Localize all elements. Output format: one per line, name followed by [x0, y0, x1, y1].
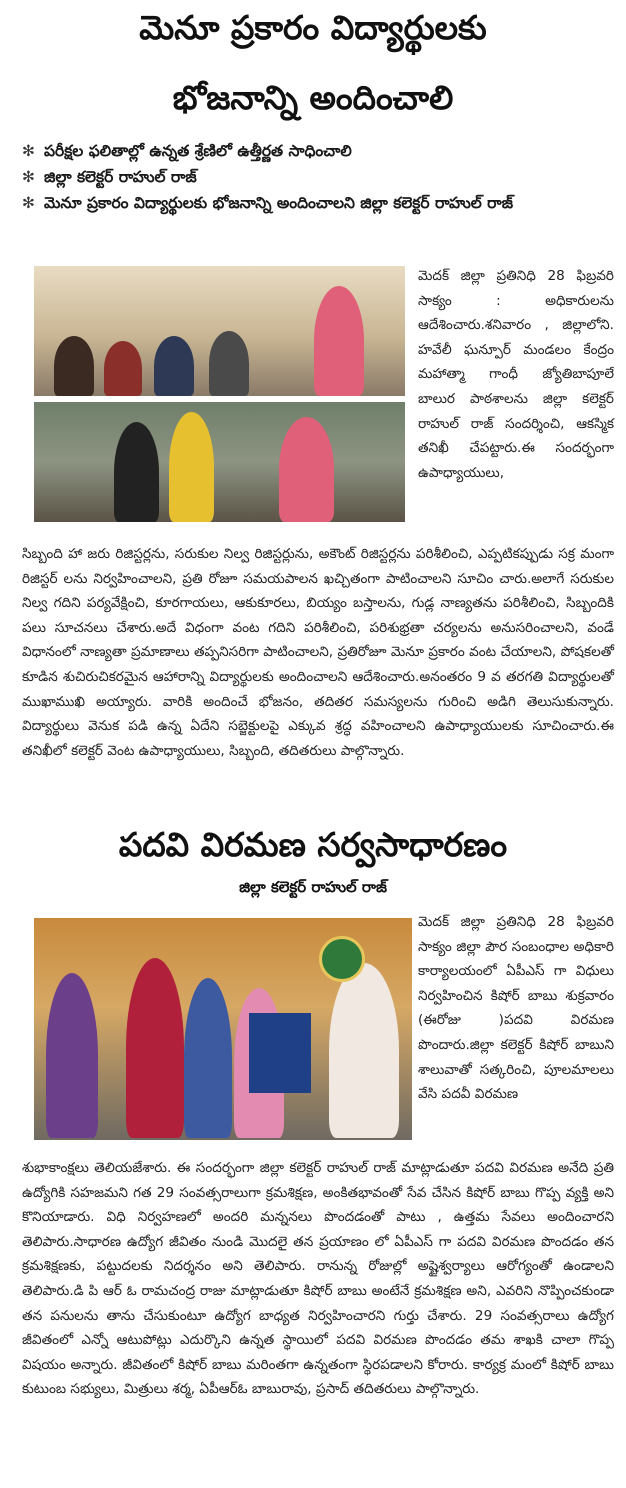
retirement-felicitation-photo	[34, 918, 412, 1140]
article1-body-side: మెదక్ జిల్లా ప్రతినిధి 28 ఫిబ్రవరి సాక్యం : అధికారులను ఆదేశించారు.శనివారం , జిల్లాలోని. హవేలీ ఘన్పూర్ మండలం కేంద్రం మహాత్మా గాంధీ జ్యోతిబాపూలే బాలుర పాఠశాలను జిల్లా కలెక్టర్ రాహుల్ రాజ్ సందర్శించి, ఆకస్మిక తనిఖీ చేపట్టారు.ఈ సందర్భంగా ఉపాధ్యాయులు,	[418, 268, 614, 481]
article2-headline: పదవి విరమణ సర్వసాధారణం	[118, 825, 508, 864]
article1-bullet-list	[22, 138, 612, 216]
bullet-text: మెనూ ప్రకారం విద్యార్థులకు భోజనాన్ని అందించాలని జిల్లా కలెక్టర్ రాహుల్ రాజ్	[44, 194, 514, 212]
classroom-students-photo	[34, 266, 405, 396]
article1-headline-line2: భోజనాన్ని అందించాలి	[172, 78, 454, 117]
article2-subheadline: జిల్లా కలెక్టర్ రాహుల్ రాజ్	[239, 878, 387, 896]
bullet-item	[22, 164, 612, 190]
bullet-text: జిల్లా కలెక్టర్ రాహుల్ రాజ్	[44, 168, 197, 186]
asterisk-icon: ✻	[22, 168, 35, 186]
asterisk-icon: ✻	[22, 194, 35, 212]
bullet-text: పరీక్షల ఫలితాల్లో ఉన్నత శ్రేణిలో ఉత్తీర్ణత సాధించాలి	[44, 142, 352, 160]
article2-body-side: మెదక్ జిల్లా ప్రతినిధి 28 ఫిబ్రవరి సాక్యం జిల్లా పౌర సంబంధాల అధికారి కార్యాలయంలో ఏపీఎస్ గా విధులు నిర్వహించిన కిషోర్ బాబు శుక్రవారం (ఈరోజు )పదవి విరమణ పొందారు.జిల్లా కలెక్టర్ కిషోర్ బాబుని శాలువాతో సత్కరించి, పూలమాలలు వేసి పదవీ విరమణ	[418, 914, 614, 1103]
article1-body: సిబ్బంది హా జరు రిజిస్టర్లను, సరుకుల నిల్వ రిజిస్టర్లును, అకౌంట్ రిజిస్టర్లను పరిశీలించి, ఎప్పటికప్పుడు సక్ర మంగా రిజిస్టర్ లను నిర్వహించాలని, ప్రతి రోజూ సమయపాలన ఖచ్చితంగా పాటించాలని సూచిం చారు.అలాగే సరుకుల నిల్వ గదిని పర్యవేక్షించి, కూరగాయలు, ఆకుకూరలు, బియ్యం బస్తాలను, గుడ్ల నాణ్యతను పరిశీలించి, సిబ్బందికి పలు సూచనలు చేశారు.అదే విధంగా వంట గదిని పరిశీలించి, పరిశుభ్రతా చర్యలను అనుసరించాలని, వండే విధానంలో నాణ్యతా ప్రమాణాలు తప్పనిసరిగా పాటించాలని, ప్రతిరోజూ మెనూ ప్రకారం వంట చేయాలని, పోషకలతో కూడిన శుచిరుచికరమైన ఆహారాన్ని విద్యార్థులకు అందించాలని ఆదేశించారు.అనంతరం 9 వ తరగతి విద్యార్థులతో ముఖాముఖి అయ్యారు. వారికి అందించే భోజనం, తదితర సమస్యలను గురించి అడిగి తెలుసుకున్నారు. విద్యార్థులు వెనుక పడి ఉన్న ఏదేని సబ్జెక్టులపై ఎక్కువ శ్రద్ధ వహించాలని ఉపాధ్యాయులకు సూచించారు.ఈ తనిఖీలో కలెక్టర్ వెంట ఉపాధ్యాయులు, సిబ్బంది, తదితరులు పాల్గొన్నారు.	[22, 546, 614, 759]
article1-headline-line1: మెనూ ప్రకారం విద్యార్థులకు	[139, 8, 487, 47]
kitchen-inspection-photo	[34, 402, 405, 522]
article2-body: శుభాకాంక్షలు తెలియజేశారు. ఈ సందర్భంగా జిల్లా కలెక్టర్ రాహుల్ రాజ్ మాట్లాడుతూ పదవి విరమణ అనేది ప్రతి ఉద్యోగికి సహజమని గత 29 సంవత్సరాలుగా క్రమశిక్షణ, అంకితభావంతో సేవ చేసిన కిషోర్ బాబు గొప్ప వ్యక్తి అని కొనియాడారు. విధి నిర్వహణలో అందరి మన్ననలు పొందడంతో పాటు , ఉత్తమ సేవలు అందించారని తెలిపారు.సాధారణ ఉద్యోగ జీవితం నుండి మొదలై తన ప్రయాణం లో ఏపీఎస్ గా పదవి విరమణ పొందడం తన క్రమశిక్షణకు, పట్టుదలకు నిదర్శనం అని తెలిపారు. రానున్న రోజుల్లో అష్టైశ్వర్యాలు ఆరోగ్యంతో ఉండాలని తెలిపారు.డి పి ఆర్ ఓ రామచంద్ర రాజు మాట్లాడుతూ కిషోర్ బాబు అంటేనే క్రమశిక్షణ అని, ఎవరిని నొప్పించకుండా తన పనులను తాను చేసుకుంటూ ఉద్యోగ బాధ్యత నిర్వహించారని గుర్తు చేశారు. 29 సంవత్సరాలు ఉద్యోగ జీవితంలో ఎన్నో ఆటుపోట్లు ఎదుర్కొని ఉన్నత స్థాయిలో పదవి విరమణ పొందడం తమ శాఖకి చాలా గొప్ప విషయం అన్నారు. జీవితంలో కిషోర్ బాబు మరింతగా ఉన్నతంగా స్థిరపడాలని కోరారు. కార్యక్ర మంలో కిషోర్ బాబు కుటుంబ సభ్యులు, మిత్రులు శర్మ, ఏపీఆర్ఓ బాబురావు, ప్రసాద్ తదితరులు పాల్గొన్నారు.	[22, 1160, 614, 1398]
bullet-item	[22, 138, 612, 164]
bullet-item	[22, 190, 612, 216]
asterisk-icon: ✻	[22, 142, 35, 160]
